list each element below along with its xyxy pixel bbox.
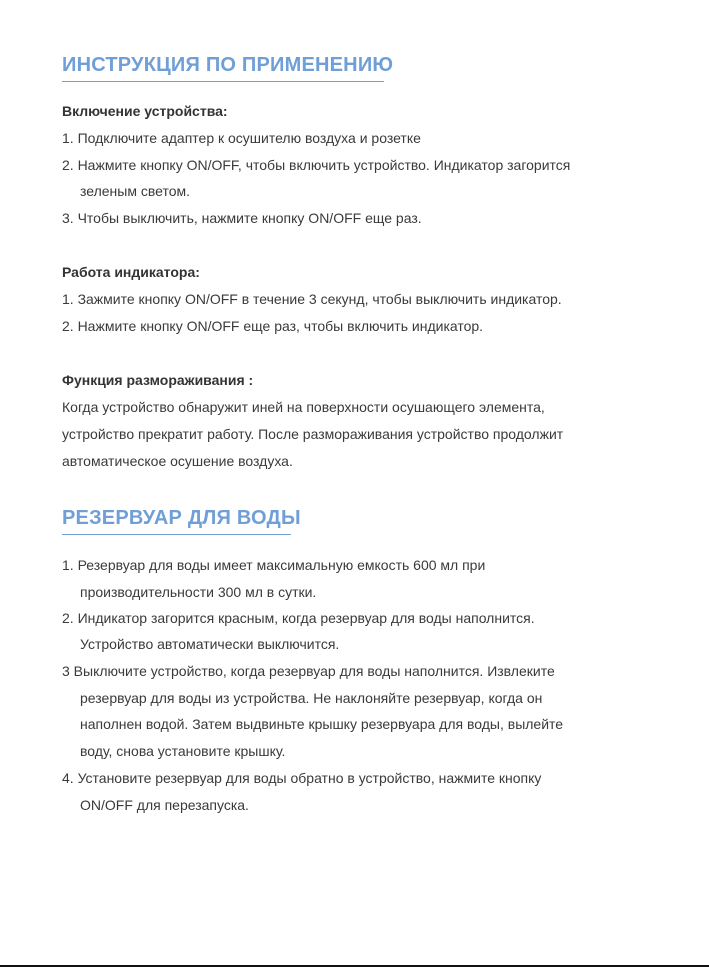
- tank-line: Устройство автоматически выключится.: [80, 636, 340, 652]
- tank-line: резервуар для воды из устройства. Не наклоняйте резервуар, когда он: [80, 690, 543, 706]
- tank-line: 1. Резервуар для воды имеет максимальную емкость 600 мл при: [62, 557, 486, 573]
- tank-line: 3 Выключите устройство, когда резервуар для воды наполнится. Извлеките: [62, 663, 555, 679]
- tank-line: наполнен водой. Затем выдвиньте крышку резервуара для воды, вылейте: [80, 716, 564, 732]
- title-underline: [62, 534, 291, 535]
- power-on-line: зеленым светом.: [80, 183, 191, 199]
- title-underline: [62, 81, 384, 82]
- defrost-line: устройство прекратит работу. После размораживания устройство продолжит: [62, 426, 564, 442]
- power-on-line: 2. Нажмите кнопку ON/OFF, чтобы включить устройство. Индикатор загорится: [62, 157, 571, 173]
- defrost-line: Когда устройство обнаружит иней на поверхности осушающего элемента,: [62, 399, 545, 415]
- indicator-line: 2. Нажмите кнопку ON/OFF еще раз, чтобы включить индикатор.: [62, 318, 484, 334]
- defrost-line: автоматическое осушение воздуха.: [62, 453, 293, 469]
- indicator-line: 1. Зажмите кнопку ON/OFF в течение 3 секунд, чтобы выключить индикатор.: [62, 291, 562, 307]
- power-on-heading: Включение устройства:: [62, 103, 228, 119]
- tank-line: производительности 300 мл в сутки.: [80, 584, 317, 600]
- indicator-heading: Работа индикатора:: [62, 264, 200, 280]
- power-on-line: 3. Чтобы выключить, нажмите кнопку ON/OFF еще раз.: [62, 210, 422, 226]
- tank-line: воду, снова установите крышку.: [80, 743, 286, 759]
- tank-line: 2. Индикатор загорится красным, когда резервуар для воды наполнится.: [62, 610, 535, 626]
- section-title-water-tank: РЕЗЕРВУАР ДЛЯ ВОДЫ: [62, 507, 301, 529]
- tank-line: ON/OFF для перезапуска.: [80, 797, 249, 813]
- section-title-instructions: ИНСТРУКЦИЯ ПО ПРИМЕНЕНИЮ: [62, 54, 394, 76]
- defrost-heading: Функция размораживания :: [62, 372, 254, 388]
- power-on-line: 1. Подключите адаптер к осушителю воздуха и розетке: [62, 130, 421, 146]
- tank-line: 4. Установите резервуар для воды обратно в устройство, нажмите кнопку: [62, 770, 542, 786]
